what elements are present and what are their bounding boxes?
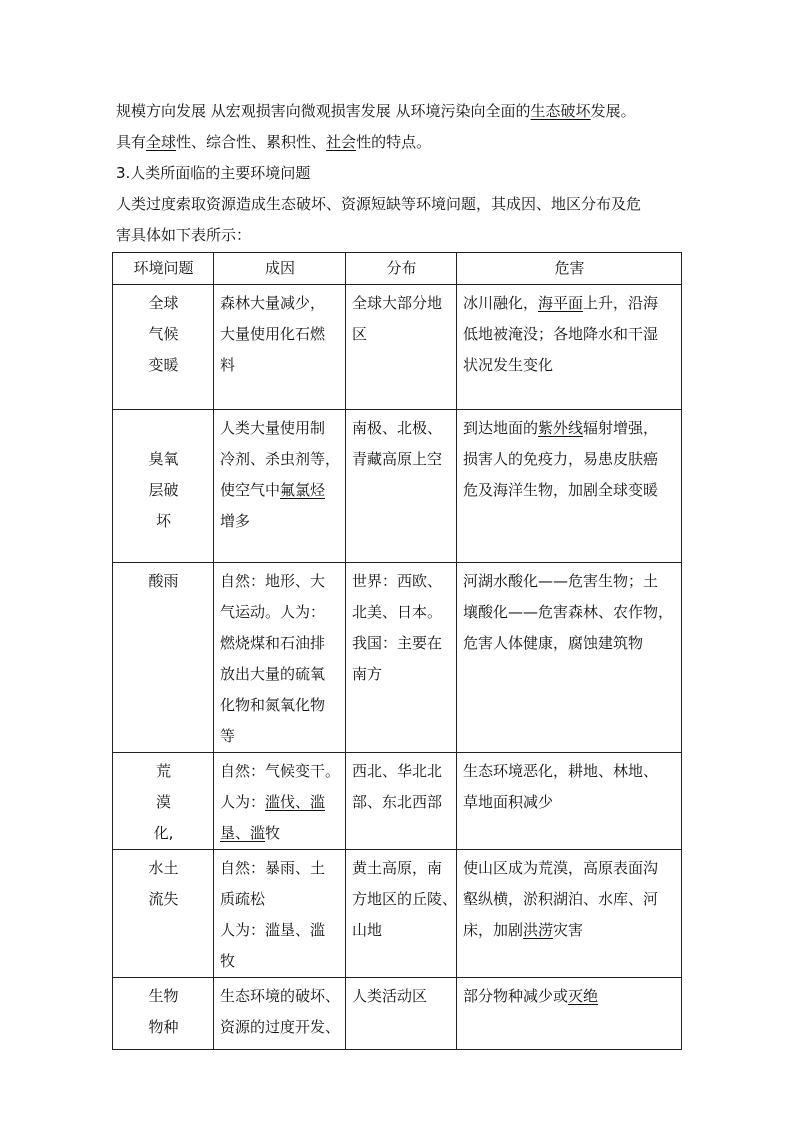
- text-segment: 人类大量使用制: [220, 419, 326, 437]
- cell-line: [352, 884, 458, 915]
- cell-line: [220, 566, 340, 597]
- cell-line: [463, 597, 676, 628]
- cell-line: [463, 475, 676, 506]
- cell-line: [220, 756, 340, 787]
- cell-line: [220, 475, 340, 506]
- intro-line-5: 害具体如下表所示：: [116, 226, 252, 244]
- table-row: [113, 410, 682, 563]
- underlined-text: 全球: [146, 133, 177, 151]
- harm-cell: [457, 410, 682, 563]
- cell-line: [463, 853, 676, 884]
- text-segment: 壑纵横，淤积湖泊、水库、河: [463, 890, 659, 908]
- text-segment: 增多: [220, 512, 251, 530]
- text-segment: 西北、华北北: [352, 762, 443, 780]
- underlined-text: 滥伐、滥: [265, 793, 326, 811]
- header-cause: 成因: [214, 253, 346, 285]
- cell-line: [463, 981, 676, 1012]
- table-row: [113, 850, 682, 978]
- problem-cell: [113, 563, 214, 753]
- problem-name-line: 流失: [148, 890, 179, 908]
- text-segment: 床，加剧: [463, 921, 524, 939]
- text-segment: 性、综合性、累积性、: [176, 133, 327, 151]
- problem-cell: [113, 850, 214, 978]
- table-row: [113, 563, 682, 753]
- underlined-text: 海平面: [538, 294, 584, 312]
- text-segment: 危害人体健康，腐蚀建筑物: [463, 634, 644, 652]
- distribution-cell: [346, 850, 457, 978]
- harm-cell: [457, 285, 682, 410]
- header-harm: 危害: [457, 253, 682, 285]
- text-segment: 我国：主要在: [352, 634, 443, 652]
- underlined-text: 洪涝: [523, 921, 554, 939]
- cell-line: [352, 756, 451, 787]
- text-segment: 性的特点。: [356, 133, 432, 151]
- cell-line: [352, 288, 451, 319]
- cell-line: [352, 319, 451, 350]
- cell-line: [463, 628, 676, 659]
- cell-line: [220, 721, 340, 752]
- text-segment: 全球大部分地: [352, 294, 443, 312]
- problem-cell: [113, 753, 214, 850]
- text-segment: 冷剂、杀虫剂等，: [220, 450, 341, 468]
- text-segment: 低地被淹没；各地降水和干湿: [463, 325, 659, 343]
- problem-name-line: 漠: [155, 793, 171, 811]
- harm-cell: [457, 978, 682, 1050]
- text-segment: 危及海洋生物，加剧全球变暖: [463, 481, 659, 499]
- text-segment: 人为：滥垦、滥: [220, 921, 326, 939]
- text-segment: 人为：: [220, 793, 266, 811]
- problem-name-line: 水土: [148, 859, 179, 877]
- cell-line: [220, 818, 340, 849]
- text-segment: 河湖水酸化——危害生物；土: [463, 572, 659, 590]
- text-segment: 辐射增强，: [583, 419, 659, 437]
- text-segment: 规模方向发展 从宏观损害向微观损害发展 从环境污染向全面的: [116, 102, 531, 120]
- cause-cell: [214, 978, 346, 1050]
- cell-line: [220, 915, 340, 946]
- cause-cell: [214, 563, 346, 753]
- cell-line: [463, 413, 676, 444]
- cell-line: [352, 787, 451, 818]
- text-segment: 方地区的丘陵、: [352, 890, 458, 908]
- cell-line: [220, 506, 340, 537]
- cell-line: [463, 884, 676, 915]
- underlined-text: 生态破坏: [530, 102, 591, 120]
- cell-line: [220, 690, 340, 721]
- cell-line: [220, 884, 340, 915]
- text-segment: 部分物种减少或: [463, 987, 569, 1005]
- text-segment: 草地面积减少: [463, 793, 554, 811]
- cell-line: [220, 659, 340, 690]
- problem-cell: [113, 285, 214, 410]
- text-segment: 质疏松: [220, 890, 266, 908]
- text-segment: 等: [220, 727, 236, 745]
- harm-cell: [457, 563, 682, 753]
- environment-problems-table: [112, 252, 682, 1050]
- cell-line: [463, 288, 676, 319]
- problem-name-line: 变暖: [148, 356, 179, 374]
- problem-name-line: 层破: [148, 481, 179, 499]
- cause-cell: [214, 285, 346, 410]
- text-segment: 使山区成为荒漠，高原表面沟: [463, 859, 659, 877]
- underlined-text: 社会: [326, 133, 357, 151]
- text-segment: 状况发生变化: [463, 356, 554, 374]
- problem-name-line: 坏: [155, 512, 171, 530]
- table-header-row: [113, 253, 682, 285]
- text-segment: 区: [352, 325, 368, 343]
- harm-cell: [457, 850, 682, 978]
- cell-line: [220, 350, 340, 381]
- intro-line-2: [116, 127, 686, 158]
- text-segment: 黄土高原，南: [352, 859, 443, 877]
- text-segment: 南极、北极、: [352, 419, 443, 437]
- text-segment: 气运动。人为：: [220, 603, 326, 621]
- cell-line: [463, 350, 676, 381]
- cell-line: [220, 597, 340, 628]
- problem-name-line: 全球: [148, 294, 179, 312]
- table-row: [113, 753, 682, 850]
- cell-line: [352, 597, 451, 628]
- table-row: [113, 978, 682, 1050]
- text-segment: 放出大量的硫氧: [220, 665, 326, 683]
- problem-name-line: 臭氧: [148, 450, 179, 468]
- text-segment: 损害人的免疫力，易患皮肤癌: [463, 450, 659, 468]
- intro-line-4: 人类过度索取资源造成生态破坏、资源短缺等环境问题，其成因、地区分布及危: [116, 195, 642, 213]
- text-segment: 青藏高原上空: [352, 450, 443, 468]
- text-segment: 料: [220, 356, 236, 374]
- underlined-text: 垦、滥: [220, 824, 266, 842]
- document-page: [116, 96, 686, 251]
- cell-line: [463, 756, 676, 787]
- cell-line: [220, 946, 340, 977]
- distribution-cell: [346, 285, 457, 410]
- problem-cell: [113, 410, 214, 563]
- cell-line: [220, 413, 340, 444]
- cell-line: [463, 444, 676, 475]
- problem-name-line: 生物: [148, 987, 179, 1005]
- distribution-cell: [346, 753, 457, 850]
- text-segment: 山地: [352, 921, 383, 939]
- text-segment: 资源的过度开发、: [220, 1018, 341, 1036]
- cell-line: [463, 915, 676, 946]
- cell-line: [352, 981, 451, 1012]
- text-segment: 大量使用化石燃: [220, 325, 326, 343]
- cause-cell: [214, 410, 346, 563]
- problem-cell: [113, 978, 214, 1050]
- text-segment: 壤酸化——危害森林、农作物，: [463, 603, 674, 621]
- text-segment: 到达地面的: [463, 419, 539, 437]
- text-segment: 燃烧煤和石油排: [220, 634, 326, 652]
- section-heading: 3.人类所面临的主要环境问题: [116, 164, 311, 182]
- cell-line: [220, 787, 340, 818]
- underlined-text: 氟氯烃: [280, 481, 326, 499]
- problem-name-line: 化,: [153, 824, 174, 842]
- problem-name-line: [119, 413, 208, 444]
- cell-line: [352, 915, 451, 946]
- text-segment: 森林大量减少，: [220, 294, 326, 312]
- cell-line: [220, 444, 340, 475]
- cell-line: [220, 288, 340, 319]
- text-segment: 使空气中: [220, 481, 281, 499]
- text-segment: 牧: [220, 952, 236, 970]
- cell-line: [220, 1012, 340, 1043]
- text-segment: 生态环境恶化，耕地、林地、: [463, 762, 659, 780]
- cell-line: [463, 787, 676, 818]
- text-segment: 上升，沿海: [583, 294, 659, 312]
- text-segment: 世界：西欧、: [352, 572, 443, 590]
- problem-name-line: 物种: [148, 1018, 179, 1036]
- problem-name-line: 气候: [148, 325, 179, 343]
- cell-line: [220, 319, 340, 350]
- cell-line: [352, 413, 451, 444]
- cell-line: [463, 319, 676, 350]
- text-segment: 自然：气候变干。: [220, 762, 341, 780]
- cell-line: [220, 853, 340, 884]
- text-segment: 发展。: [590, 102, 636, 120]
- cell-line: [220, 628, 340, 659]
- cell-line: [463, 566, 676, 597]
- problem-name-line: 荒: [155, 762, 171, 780]
- cell-line: [352, 853, 451, 884]
- text-segment: 化物和氮氧化物: [220, 696, 326, 714]
- cause-cell: [214, 753, 346, 850]
- text-segment: 具有: [116, 133, 147, 151]
- text-segment: 北美、日本。: [352, 603, 443, 621]
- text-segment: 自然：暴雨、土: [220, 859, 326, 877]
- text-segment: 牧: [265, 824, 281, 842]
- cell-line: [220, 981, 340, 1012]
- cell-line: [352, 444, 451, 475]
- text-segment: 生态环境的破坏、: [220, 987, 341, 1005]
- text-segment: 南方: [352, 665, 383, 683]
- table-row: [113, 285, 682, 410]
- text-segment: 冰川融化，: [463, 294, 539, 312]
- cell-line: [352, 566, 451, 597]
- cell-line: [352, 659, 451, 690]
- underlined-text: 紫外线: [538, 419, 584, 437]
- text-segment: 灾害: [553, 921, 584, 939]
- text-segment: 自然：地形、大: [220, 572, 326, 590]
- distribution-cell: [346, 978, 457, 1050]
- distribution-cell: [346, 563, 457, 753]
- problem-name-line: 酸雨: [148, 572, 179, 590]
- underlined-text: 灭绝: [568, 987, 599, 1005]
- text-segment: 人类活动区: [352, 987, 428, 1005]
- intro-line-1: [116, 96, 686, 127]
- harm-cell: [457, 753, 682, 850]
- cause-cell: [214, 850, 346, 978]
- text-segment: 部、东北西部: [352, 793, 443, 811]
- header-distribution: 分布: [346, 253, 457, 285]
- cell-line: [352, 628, 451, 659]
- header-problem: 环境问题: [113, 253, 214, 285]
- distribution-cell: [346, 410, 457, 563]
